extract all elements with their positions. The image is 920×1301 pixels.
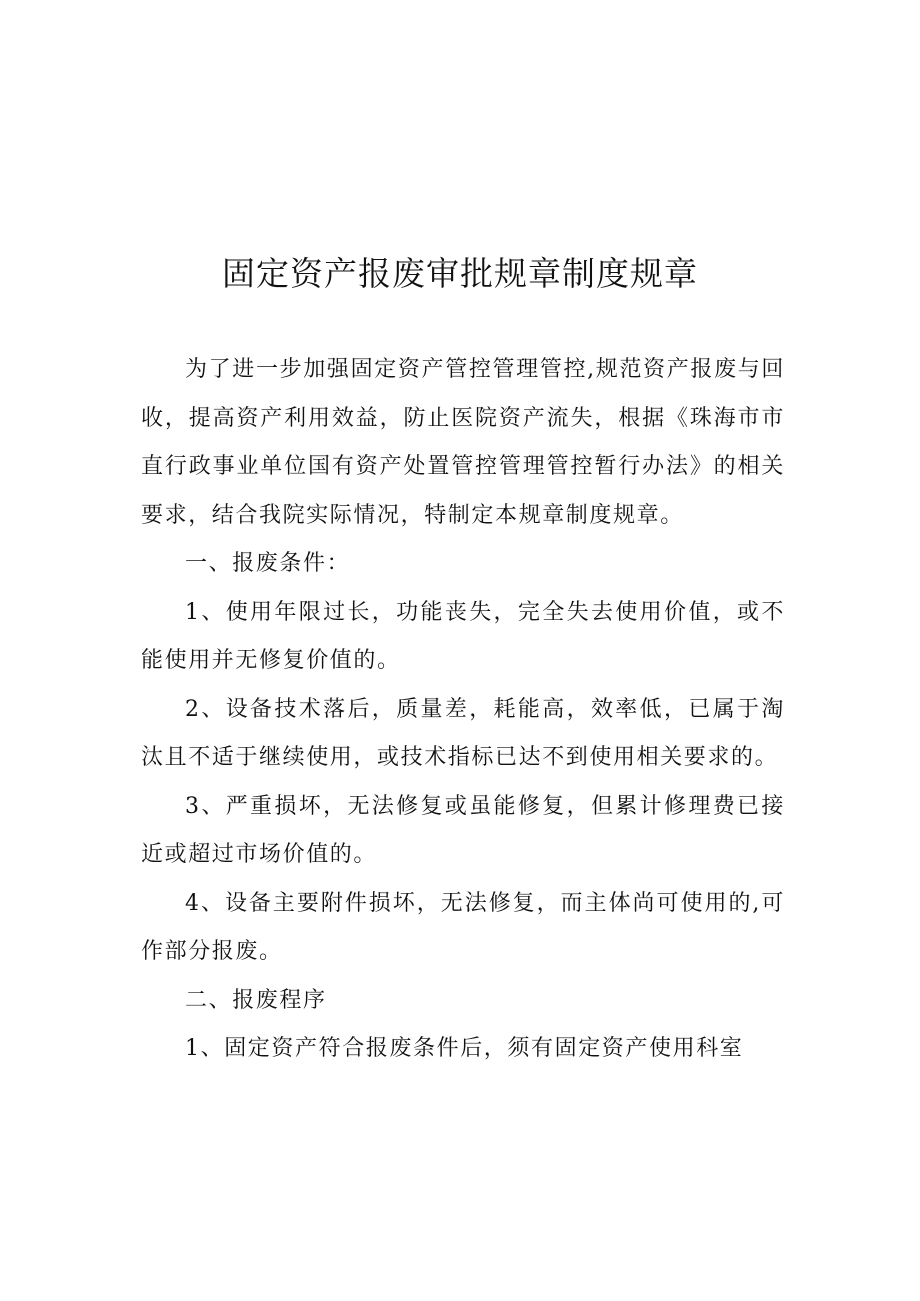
intro-paragraph: 为了进一步加强固定资产管控管理管控,规范资产报废与回收，提高资产利用效益，防止医院资产流失，根据《珠海市市直行政事业单位国有资产处置管控管理管控暂行办法》的相关要求，结合我院实际情况，特制定本规章制度规章。 [141,357,785,528]
document-title: 固定资产报废审批规章制度规章 [222,254,698,293]
document-body [141,346,785,1074]
condition-item-2: 2、设备技术落后，质量差，耗能高，效率低，已属于淘汰且不适于继续使用，或技术指标已达不到使用相关要求的。 [141,696,785,770]
procedure-item-1: 1、固定资产符合报废条件后，须有固定资产使用科室 [185,1036,744,1061]
section-heading-conditions: 一、报废条件： [185,551,351,576]
condition-item-1: 1、使用年限过长，功能丧失，完全失去使用价值，或不能使用并无修复价值的。 [141,599,785,673]
condition-item-3: 3、严重损坏，无法修复或虽能修复，但累计修理费已接近或超过市场价值的。 [141,793,785,867]
section-heading-procedure: 二、报废程序 [185,987,327,1013]
condition-item-4: 4、设备主要附件损坏，无法修复，而主体尚可使用的,可作部分报废。 [141,890,785,964]
